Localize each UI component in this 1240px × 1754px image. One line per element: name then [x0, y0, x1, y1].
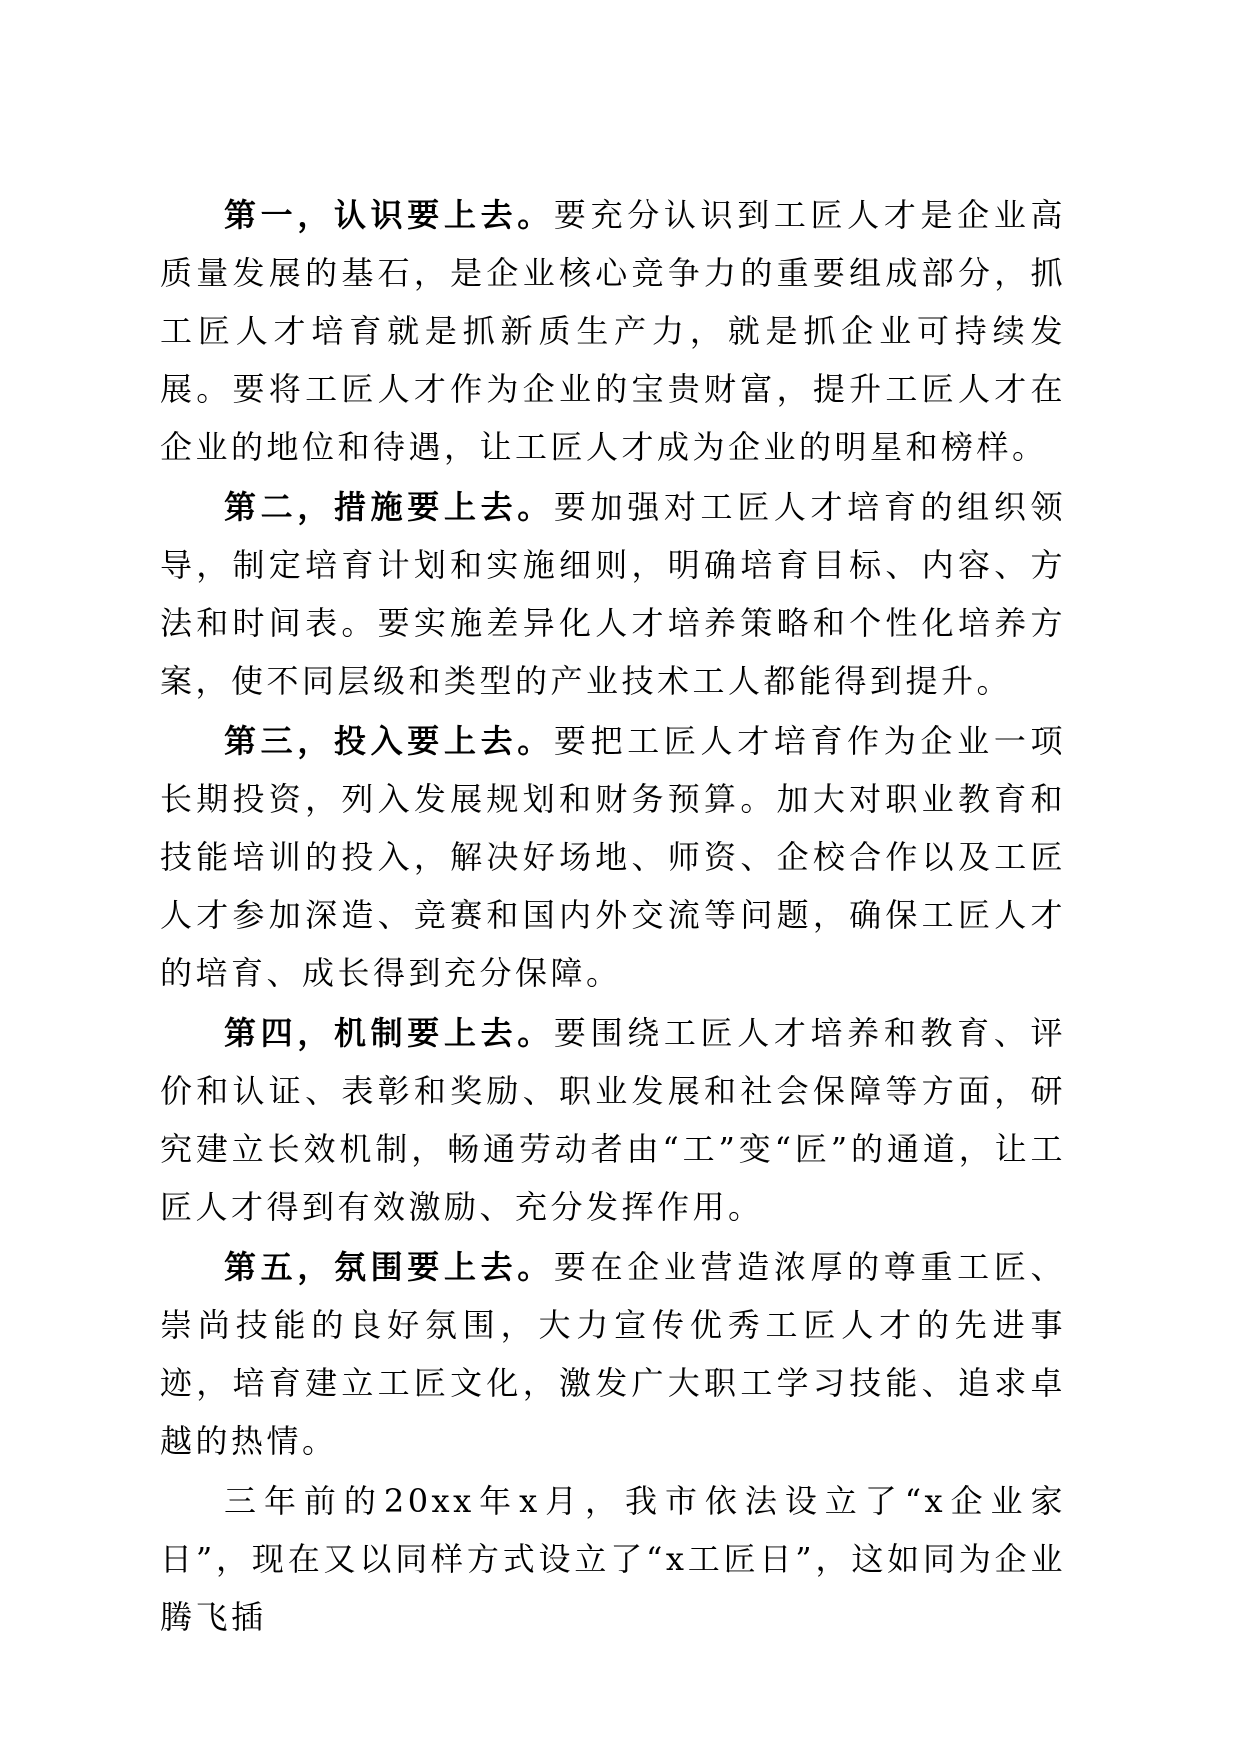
paragraph-lead: 第二，措施要上去。	[224, 488, 554, 526]
paragraph-atmosphere	[160, 1238, 1066, 1470]
paragraph-text: 三年前的20xx年x月，我市依法设立了“x企业家日”，现在又以同样方式设立了“x工匠日”，这如同为企业腾飞插	[160, 1482, 1066, 1636]
paragraph-lead: 第五，氛围要上去。	[224, 1248, 554, 1286]
document-body	[160, 186, 1066, 1648]
paragraph-text: 要加强对工匠人才培育的组织领导，制定培育计划和实施细则，明确培育目标、内容、方法和时间表。要实施差异化人才培养策略和个性化培养方案，使不同层级和类型的产业技术工人都能得到提升。	[160, 488, 1066, 700]
paragraph-awareness	[160, 186, 1066, 476]
paragraph-text: 要把工匠人才培育作为企业一项长期投资，列入发展规划和财务预算。加大对职业教育和技能培训的投入，解决好场地、师资、企校合作以及工匠人才参加深造、竞赛和国内外交流等问题，确保工匠人才的培育、成长得到充分保障。	[160, 722, 1066, 992]
paragraph-craftsman-day	[160, 1472, 1066, 1646]
paragraph-lead: 第四，机制要上去。	[224, 1014, 554, 1052]
paragraph-text: 要在企业营造浓厚的尊重工匠、崇尚技能的良好氛围，大力宣传优秀工匠人才的先进事迹，培育建立工匠文化，激发广大职工学习技能、追求卓越的热情。	[160, 1248, 1066, 1460]
paragraph-text: 要充分认识到工匠人才是企业高质量发展的基石，是企业核心竞争力的重要组成部分，抓工匠人才培育就是抓新质生产力，就是抓企业可持续发展。要将工匠人才作为企业的宝贵财富，提升工匠人才在企业的地位和待遇，让工匠人才成为企业的明星和榜样。	[160, 196, 1066, 466]
paragraph-measures	[160, 478, 1066, 710]
paragraph-text: 要围绕工匠人才培养和教育、评价和认证、表彰和奖励、职业发展和社会保障等方面，研究建立长效机制，畅通劳动者由“工”变“匠”的通道，让工匠人才得到有效激励、充分发挥作用。	[160, 1014, 1066, 1226]
paragraph-investment	[160, 712, 1066, 1002]
paragraph-lead: 第一，认识要上去。	[224, 196, 554, 234]
paragraph-mechanism	[160, 1004, 1066, 1236]
paragraph-lead: 第三，投入要上去。	[224, 722, 554, 760]
